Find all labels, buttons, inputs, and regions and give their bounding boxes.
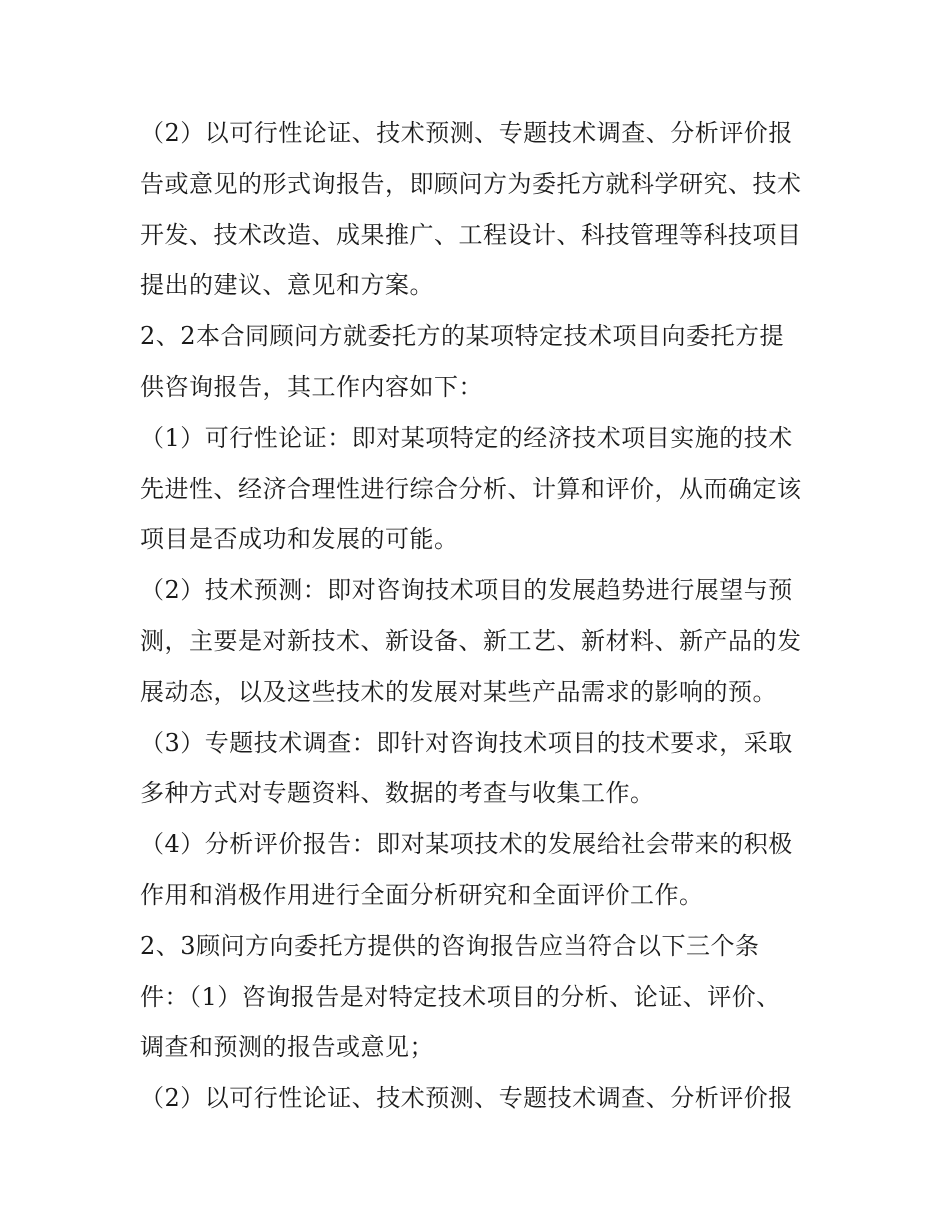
text-line: 开发、技术改造、成果推广、工程设计、科技管理等科技项目 xyxy=(140,220,802,249)
text-line: （2）技术预测：即对咨询技术项目的发展趋势进行展望与预 xyxy=(140,576,793,605)
text-line: 供咨询报告，其工作内容如下： xyxy=(140,372,483,401)
text-line: 测，主要是对新技术、新设备、新工艺、新材料、新产品的发 xyxy=(140,626,802,655)
text-line: 调查和预测的报告或意见； xyxy=(140,1033,434,1062)
text-line: （3）专题技术调查：即针对咨询技术项目的技术要求，采取 xyxy=(140,728,793,757)
text-line: （2）以可行性论证、技术预测、专题技术调查、分析评价报 xyxy=(140,1084,793,1113)
text-line: 告或意见的形式询报告，即顾问方为委托方就科学研究、技术 xyxy=(140,169,802,198)
text-line: 2、2本合同顾问方就委托方的某项特定技术项目向委托方提 xyxy=(140,322,785,351)
text-line: 多种方式对专题资料、数据的考查与收集工作。 xyxy=(140,779,655,808)
text-line: 件：（1）咨询报告是对特定技术项目的分析、论证、评价、 xyxy=(140,982,781,1011)
text-line: 展动态，以及这些技术的发展对某些产品需求的影响的预。 xyxy=(140,677,777,706)
text-line: 2、3顾问方向委托方提供的咨询报告应当符合以下三个条 xyxy=(140,931,760,960)
text-line: 提出的建议、意见和方案。 xyxy=(140,271,434,300)
text-line: （1）可行性论证：即对某项特定的经济技术项目实施的技术 xyxy=(140,423,793,452)
document-body xyxy=(140,108,820,1124)
text-line: （4）分析评价报告：即对某项技术的发展给社会带来的积极 xyxy=(140,830,793,859)
text-line: 先进性、经济合理性进行综合分析、计算和评价，从而确定该 xyxy=(140,474,802,503)
text-line: 项目是否成功和发展的可能。 xyxy=(140,525,459,554)
text-line: （2）以可行性论证、技术预测、专题技术调查、分析评价报 xyxy=(140,119,793,147)
text-line: 作用和消极作用进行全面分析研究和全面评价工作。 xyxy=(140,880,704,909)
